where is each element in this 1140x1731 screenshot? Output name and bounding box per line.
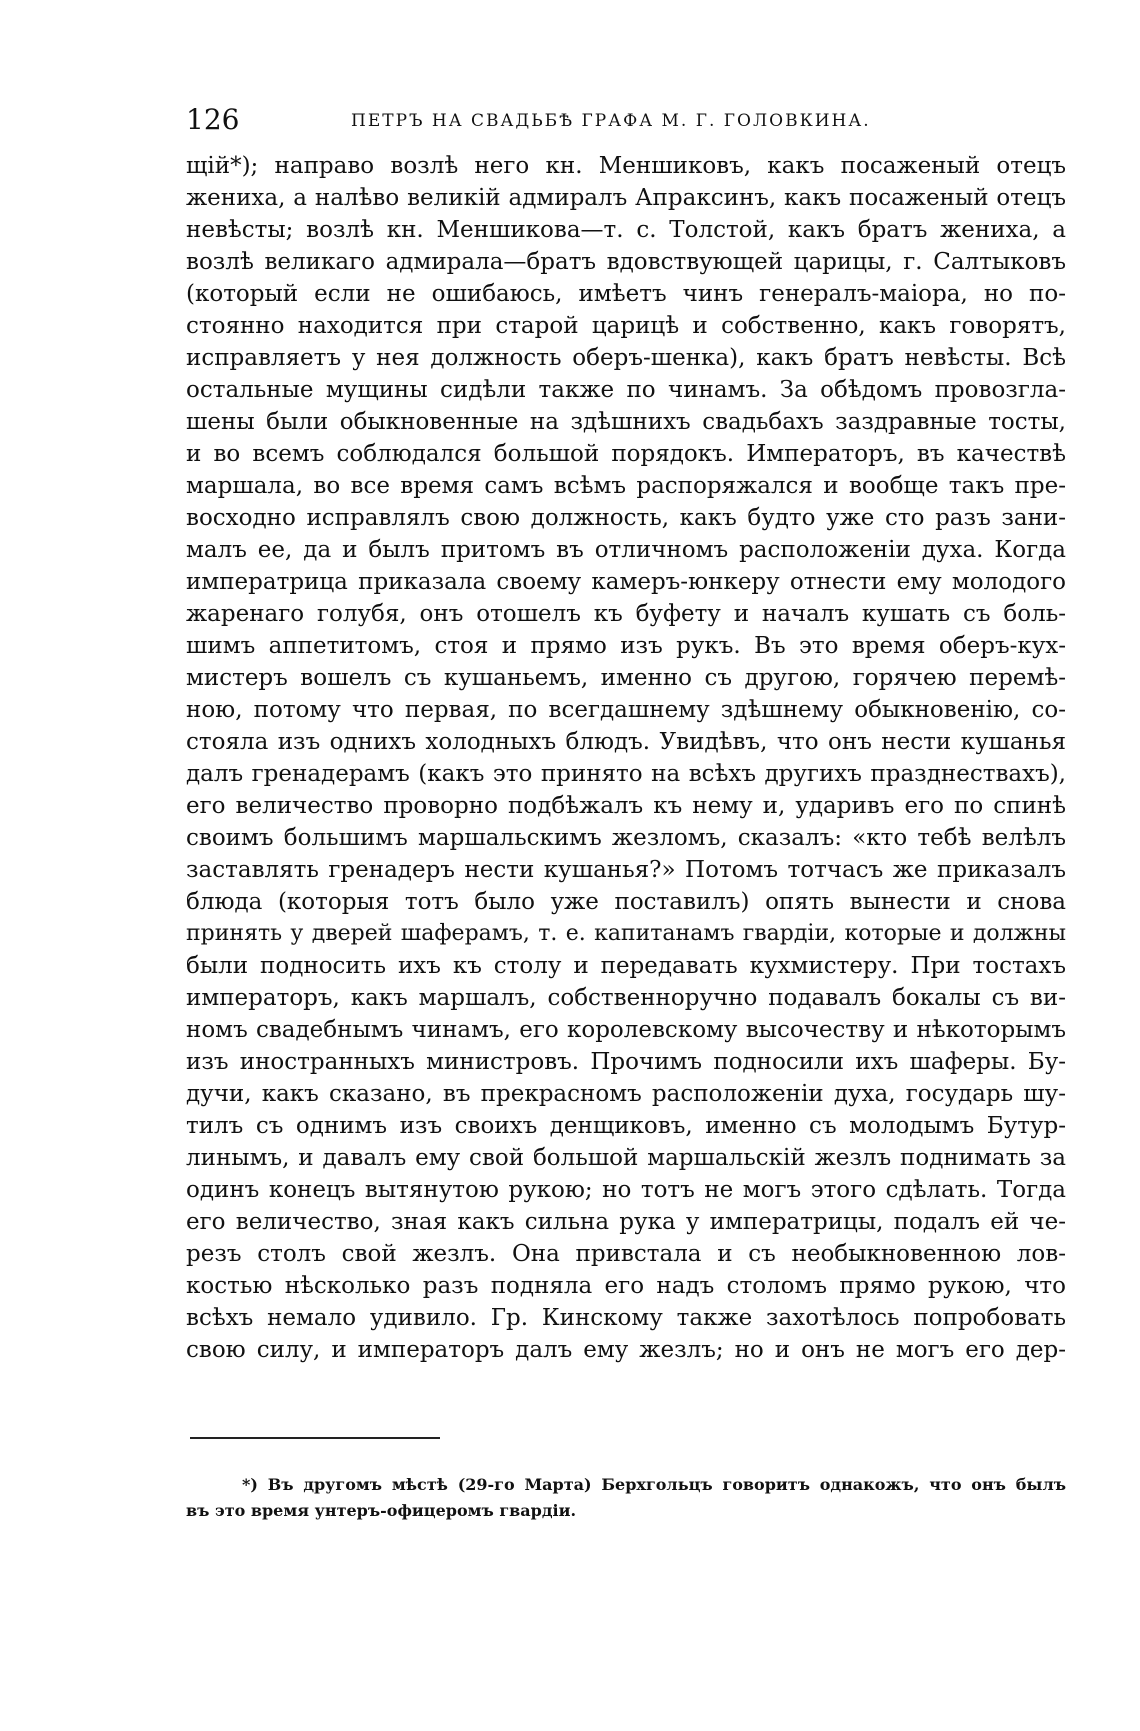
footnote (186, 1472, 1066, 1524)
text-line: жениха, а налѣво великій адмиралъ Апраксинъ, какъ посаженый отецъ (186, 185, 1066, 211)
text-line: возлѣ великаго адмирала—братъ вдовствующей царицы, г. Салтыковъ (186, 249, 1066, 275)
text-line: резъ столъ свой жезлъ. Она привстала и съ необыкновенною лов- (186, 1241, 1066, 1267)
text-line: дучи, какъ сказано, въ прекрасномъ расположеніи духа, государь шу- (186, 1081, 1066, 1107)
text-line: шимъ аппетитомъ, стоя и прямо изъ рукъ. Въ это время оберъ-кух- (186, 633, 1066, 659)
text-line: восходно исправлялъ свою должность, какъ будто уже сто разъ зани- (186, 505, 1066, 531)
text-line: всѣхъ немало удивило. Гр. Кинскому также захотѣлось попробовать (186, 1305, 1066, 1331)
text-line: принять у дверей шаферамъ, т. е. капитанамъ гвардіи, которые и должны (186, 921, 1066, 946)
footnote-line: *) Въ другомъ мѣстѣ (29-го Марта) Берхгольцъ говоритъ однакожъ, что онъ былъ (242, 1475, 1066, 1494)
text-line: исправляетъ у нея должность оберъ-шенка), какъ братъ невѣсты. Всѣ (186, 345, 1066, 371)
text-line: щій*); направо возлѣ него кн. Меншиковъ, какъ посаженый отецъ (186, 153, 1066, 179)
text-line: были подносить ихъ къ столу и передавать кухмистеру. При тостахъ (186, 953, 1066, 979)
text-line: императрица приказала своему камеръ-юнкеру отнести ему молодого (186, 569, 1066, 595)
page-header (186, 100, 956, 140)
page-number: 126 (186, 103, 240, 136)
body-text (186, 150, 1066, 1366)
text-line: одинъ конецъ вытянутою рукою; но тотъ не могъ этого сдѣлать. Тогда (186, 1177, 1066, 1203)
text-line: далъ гренадерамъ (какъ это принято на всѣхъ другихъ празднествахъ), (186, 761, 1066, 787)
text-line: жаренаго голубя, онъ отошелъ къ буфету и началъ кушать съ боль- (186, 601, 1066, 627)
text-line: изъ иностранныхъ министровъ. Прочимъ подносили ихъ шаферы. Бу- (186, 1049, 1066, 1075)
text-line: своимъ большимъ маршальскимъ жезломъ, сказалъ: «кто тебѣ велѣлъ (186, 825, 1066, 851)
text-line: императоръ, какъ маршалъ, собственноручно подавалъ бокалы съ ви- (186, 985, 1066, 1011)
text-line: ною, потому что первая, по всегдашнему здѣшнему обыкновенію, со- (186, 697, 1066, 723)
footnote-line: въ это время унтеръ-офицеромъ гвардіи. (186, 1501, 577, 1520)
text-line: стояла изъ однихъ холодныхъ блюдъ. Увидѣвъ, что онъ нести кушанья (186, 729, 1066, 755)
text-line: номъ свадебнымъ чинамъ, его королевскому высочеству и нѣкоторымъ (186, 1017, 1066, 1043)
text-line: малъ ее, да и былъ притомъ въ отличномъ расположеніи духа. Когда (186, 537, 1066, 563)
text-line: маршала, во все время самъ всѣмъ распоряжался и вообще такъ пре- (186, 473, 1066, 499)
text-line: блюда (которыя тотъ было уже поставилъ) опять вынести и снова (186, 889, 1066, 915)
text-line: заставлять гренадеръ нести кушанья?» Потомъ тотчасъ же приказалъ (186, 857, 1066, 883)
footnote-divider (190, 1437, 440, 1439)
text-line: костью нѣсколько разъ подняла его надъ столомъ прямо рукою, что (186, 1273, 1066, 1299)
text-line: тилъ съ однимъ изъ своихъ денщиковъ, именно съ молодымъ Бутур- (186, 1113, 1066, 1139)
running-head: ПЕТРЪ НА СВАДЬБѢ ГРАФА М. Г. ГОЛОВКИНА. (351, 111, 871, 131)
text-line: остальные мущины сидѣли также по чинамъ. За обѣдомъ провозгла- (186, 377, 1066, 403)
text-line: шены были обыкновенные на здѣшнихъ свадьбахъ заздравные тосты, (186, 409, 1066, 435)
text-line: невѣсты; возлѣ кн. Меншикова—т. с. Толстой, какъ братъ жениха, а (186, 217, 1066, 243)
text-line: мистеръ вошелъ съ кушаньемъ, именно съ другою, горячею перемѣ- (186, 665, 1066, 691)
text-line: (который если не ошибаюсь, имѣетъ чинъ генералъ-маіора, но по- (186, 281, 1066, 307)
text-line: и во всемъ соблюдался большой порядокъ. Императоръ, въ качествѣ (186, 441, 1066, 467)
text-line: его величество, зная какъ сильна рука у императрицы, подалъ ей че- (186, 1209, 1066, 1235)
text-line: его величество проворно подбѣжалъ къ нему и, ударивъ его по спинѣ (186, 793, 1066, 819)
text-line: свою силу, и императоръ далъ ему жезлъ; но и онъ не могъ его дер- (186, 1337, 1066, 1363)
text-line: линымъ, и давалъ ему свой большой маршальскій жезлъ поднимать за (186, 1145, 1066, 1171)
text-line: стоянно находится при старой царицѣ и собственно, какъ говорятъ, (186, 313, 1066, 339)
